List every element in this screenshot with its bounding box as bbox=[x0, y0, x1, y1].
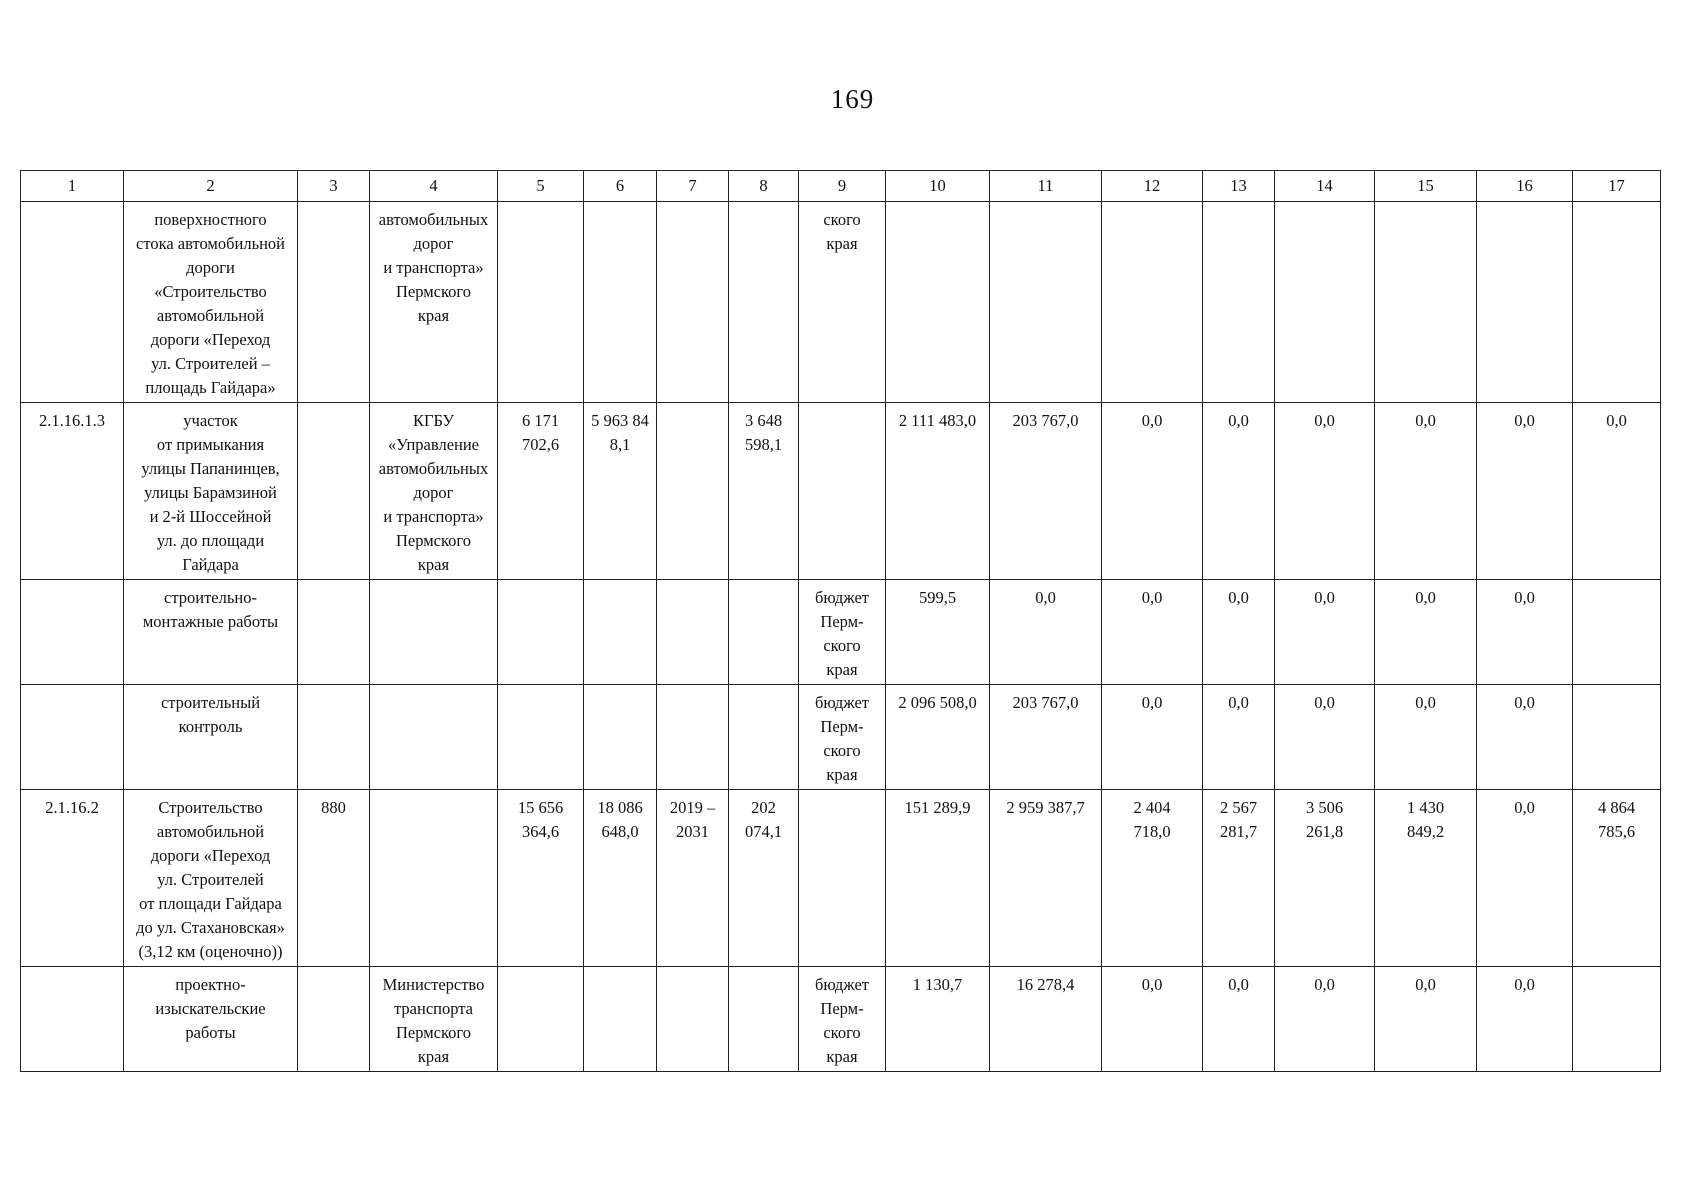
table-cell: КГБУ «Управление автомобильных дорог и транспорта» Пермского края bbox=[370, 403, 498, 580]
table-cell bbox=[1203, 202, 1275, 403]
table-cell: строительный контроль bbox=[124, 685, 298, 790]
table-cell: 0,0 bbox=[1375, 967, 1477, 1072]
table-cell bbox=[498, 202, 584, 403]
table-cell: 0,0 bbox=[1203, 967, 1275, 1072]
table-cell bbox=[657, 967, 729, 1072]
table-cell: 0,0 bbox=[1203, 580, 1275, 685]
table-cell bbox=[1573, 580, 1661, 685]
table-cell: 0,0 bbox=[1375, 685, 1477, 790]
column-header: 10 bbox=[886, 171, 990, 202]
table-cell bbox=[298, 967, 370, 1072]
table-cell bbox=[498, 580, 584, 685]
table-cell bbox=[584, 202, 657, 403]
table-cell bbox=[1573, 202, 1661, 403]
table-cell bbox=[21, 580, 124, 685]
table-cell: бюджет Перм- ского края bbox=[799, 580, 886, 685]
table-cell: 2.1.16.1.3 bbox=[21, 403, 124, 580]
table-cell bbox=[657, 580, 729, 685]
column-header: 14 bbox=[1275, 171, 1375, 202]
table-cell: 3 648 598,1 bbox=[729, 403, 799, 580]
table-cell: 1 430 849,2 bbox=[1375, 790, 1477, 967]
table-cell: 2 959 387,7 bbox=[990, 790, 1102, 967]
table-row bbox=[21, 403, 1661, 580]
table-cell: 0,0 bbox=[1203, 403, 1275, 580]
table-cell bbox=[799, 790, 886, 967]
column-header: 16 bbox=[1477, 171, 1573, 202]
table-cell bbox=[298, 685, 370, 790]
table-row bbox=[21, 580, 1661, 685]
table-cell: 880 bbox=[298, 790, 370, 967]
table-cell bbox=[729, 685, 799, 790]
table-cell bbox=[370, 580, 498, 685]
column-header: 1 bbox=[21, 171, 124, 202]
column-header: 7 bbox=[657, 171, 729, 202]
table-cell bbox=[21, 685, 124, 790]
table-cell bbox=[1275, 202, 1375, 403]
column-header: 3 bbox=[298, 171, 370, 202]
table-row bbox=[21, 685, 1661, 790]
table-cell: 0,0 bbox=[1375, 580, 1477, 685]
table-cell bbox=[1573, 685, 1661, 790]
table-cell bbox=[990, 202, 1102, 403]
table-cell: 0,0 bbox=[1375, 403, 1477, 580]
table-cell: поверхностного стока автомобильной дороги «Строительство автомобильной дороги «Переход ул. Строителей – площадь Гайдара» bbox=[124, 202, 298, 403]
table-cell: 0,0 bbox=[1573, 403, 1661, 580]
table-cell: бюджет Перм- ского края bbox=[799, 685, 886, 790]
table-cell: 18 086 648,0 bbox=[584, 790, 657, 967]
table-cell: 0,0 bbox=[1203, 685, 1275, 790]
table-cell: 0,0 bbox=[1477, 685, 1573, 790]
table-cell: 2019 – 2031 bbox=[657, 790, 729, 967]
table-cell: 0,0 bbox=[1102, 580, 1203, 685]
table-cell: 15 656 364,6 bbox=[498, 790, 584, 967]
table-cell: 0,0 bbox=[990, 580, 1102, 685]
table-cell: Министерство транспорта Пермского края bbox=[370, 967, 498, 1072]
table-cell bbox=[21, 202, 124, 403]
table-cell: 203 767,0 bbox=[990, 403, 1102, 580]
table-cell bbox=[729, 202, 799, 403]
header-row bbox=[21, 171, 1661, 202]
table-cell: 0,0 bbox=[1275, 967, 1375, 1072]
table-cell: 0,0 bbox=[1102, 403, 1203, 580]
column-header: 12 bbox=[1102, 171, 1203, 202]
table-cell bbox=[298, 403, 370, 580]
table-cell: бюджет Перм- ского края bbox=[799, 967, 886, 1072]
table-cell bbox=[370, 790, 498, 967]
table-cell bbox=[657, 685, 729, 790]
column-header: 15 bbox=[1375, 171, 1477, 202]
table-cell: 0,0 bbox=[1477, 790, 1573, 967]
table-cell: 2 111 483,0 bbox=[886, 403, 990, 580]
column-header: 6 bbox=[584, 171, 657, 202]
table-cell: 0,0 bbox=[1477, 580, 1573, 685]
table-cell: 0,0 bbox=[1477, 967, 1573, 1072]
table-cell: участок от примыкания улицы Папанинцев, улицы Барамзиной и 2-й Шоссейной ул. до площади Гайдара bbox=[124, 403, 298, 580]
table-cell: проектно- изыскательские работы bbox=[124, 967, 298, 1072]
table-cell bbox=[584, 967, 657, 1072]
table-cell: 0,0 bbox=[1102, 967, 1203, 1072]
column-header: 13 bbox=[1203, 171, 1275, 202]
table-cell bbox=[584, 685, 657, 790]
column-header: 8 bbox=[729, 171, 799, 202]
column-header: 11 bbox=[990, 171, 1102, 202]
table-row bbox=[21, 202, 1661, 403]
table-cell bbox=[21, 967, 124, 1072]
column-header: 9 bbox=[799, 171, 886, 202]
table-cell: 203 767,0 bbox=[990, 685, 1102, 790]
table-cell bbox=[298, 202, 370, 403]
table-cell: 2 404 718,0 bbox=[1102, 790, 1203, 967]
table-row bbox=[21, 967, 1661, 1072]
table-cell: строительно- монтажные работы bbox=[124, 580, 298, 685]
column-header: 5 bbox=[498, 171, 584, 202]
column-header: 4 bbox=[370, 171, 498, 202]
budget-table bbox=[20, 170, 1661, 1072]
table-cell bbox=[729, 580, 799, 685]
table-cell: 599,5 bbox=[886, 580, 990, 685]
table-cell bbox=[584, 580, 657, 685]
table-cell bbox=[886, 202, 990, 403]
table-cell: 2.1.16.2 bbox=[21, 790, 124, 967]
table-cell bbox=[498, 967, 584, 1072]
page-number: 169 bbox=[830, 84, 875, 114]
table-cell bbox=[1102, 202, 1203, 403]
table-cell bbox=[498, 685, 584, 790]
table-cell bbox=[298, 580, 370, 685]
table-cell: 0,0 bbox=[1275, 403, 1375, 580]
table-cell: 1 130,7 bbox=[886, 967, 990, 1072]
table-cell: 2 567 281,7 bbox=[1203, 790, 1275, 967]
table-cell: 0,0 bbox=[1275, 685, 1375, 790]
table-cell bbox=[799, 403, 886, 580]
table-cell: автомобильных дорог и транспорта» Пермского края bbox=[370, 202, 498, 403]
table-row bbox=[21, 790, 1661, 967]
table-cell: 5 963 84 8,1 bbox=[584, 403, 657, 580]
table-cell bbox=[1477, 202, 1573, 403]
table-cell: 4 864 785,6 bbox=[1573, 790, 1661, 967]
table-cell bbox=[657, 202, 729, 403]
table-cell: 2 096 508,0 bbox=[886, 685, 990, 790]
table-cell bbox=[1573, 967, 1661, 1072]
table-cell: 151 289,9 bbox=[886, 790, 990, 967]
table-cell: 6 171 702,6 bbox=[498, 403, 584, 580]
table-cell: 202 074,1 bbox=[729, 790, 799, 967]
table-cell: Строительство автомобильной дороги «Переход ул. Строителей от площади Гайдара до ул. Стахановская» (3,12 км (оценочно)) bbox=[124, 790, 298, 967]
table-cell: 16 278,4 bbox=[990, 967, 1102, 1072]
table-cell: 0,0 bbox=[1477, 403, 1573, 580]
table-cell: 3 506 261,8 bbox=[1275, 790, 1375, 967]
table-cell bbox=[729, 967, 799, 1072]
table-cell bbox=[657, 403, 729, 580]
column-header: 17 bbox=[1573, 171, 1661, 202]
table-cell bbox=[1375, 202, 1477, 403]
column-header: 2 bbox=[124, 171, 298, 202]
table-cell: 0,0 bbox=[1102, 685, 1203, 790]
table-cell: ского края bbox=[799, 202, 886, 403]
table-cell bbox=[370, 685, 498, 790]
table-cell: 0,0 bbox=[1275, 580, 1375, 685]
